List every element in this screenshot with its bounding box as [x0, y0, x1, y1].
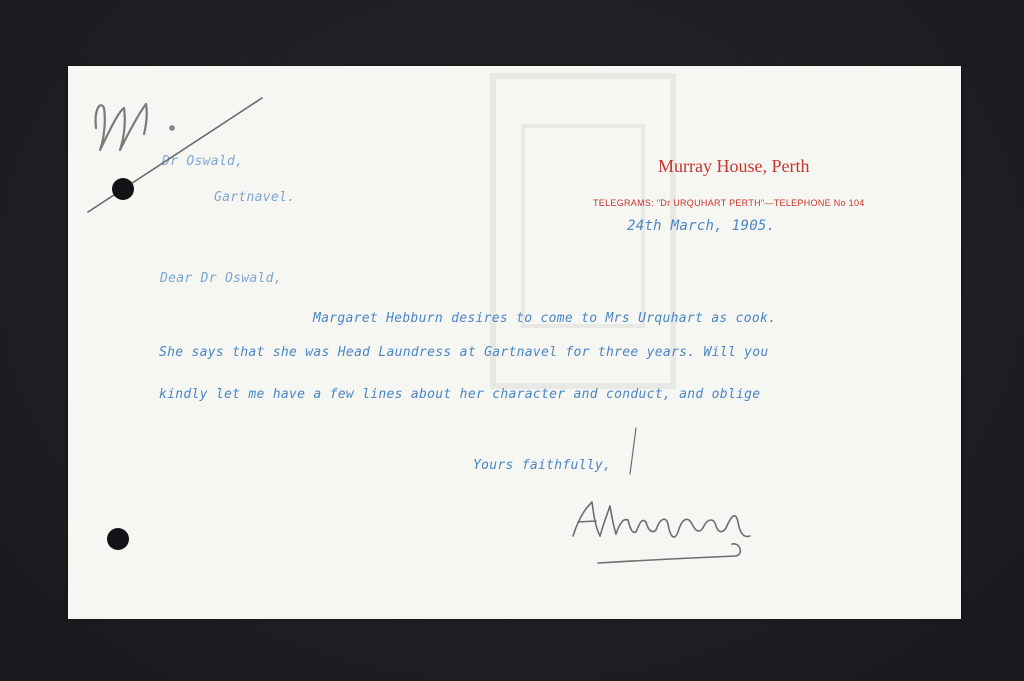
- salutation: Dear Dr Oswald,: [160, 271, 282, 286]
- recipient-place: Gartnavel.: [214, 190, 296, 205]
- letter-date: 24th March, 1905.: [627, 218, 776, 234]
- letterhead-telegram-line: TELEGRAMS: "Dr URQUHART PERTH"—TELEPHONE No 104: [593, 198, 865, 208]
- punch-hole-top: [112, 178, 134, 200]
- closing: Yours faithfully,: [473, 458, 612, 473]
- body-line-2: She says that she was Head Laundress at Gartnavel for three years. Will you: [159, 345, 769, 360]
- letterhead-address: Murray House, Perth: [658, 156, 810, 176]
- punch-hole-bottom: [107, 528, 129, 550]
- recipient-name: Dr Oswald,: [162, 154, 244, 169]
- body-line-3: kindly let me have a few lines about her character and conduct, and oblige: [159, 387, 761, 402]
- body-line-1: Margaret Hebburn desires to come to Mrs Urquhart as cook.: [313, 311, 777, 326]
